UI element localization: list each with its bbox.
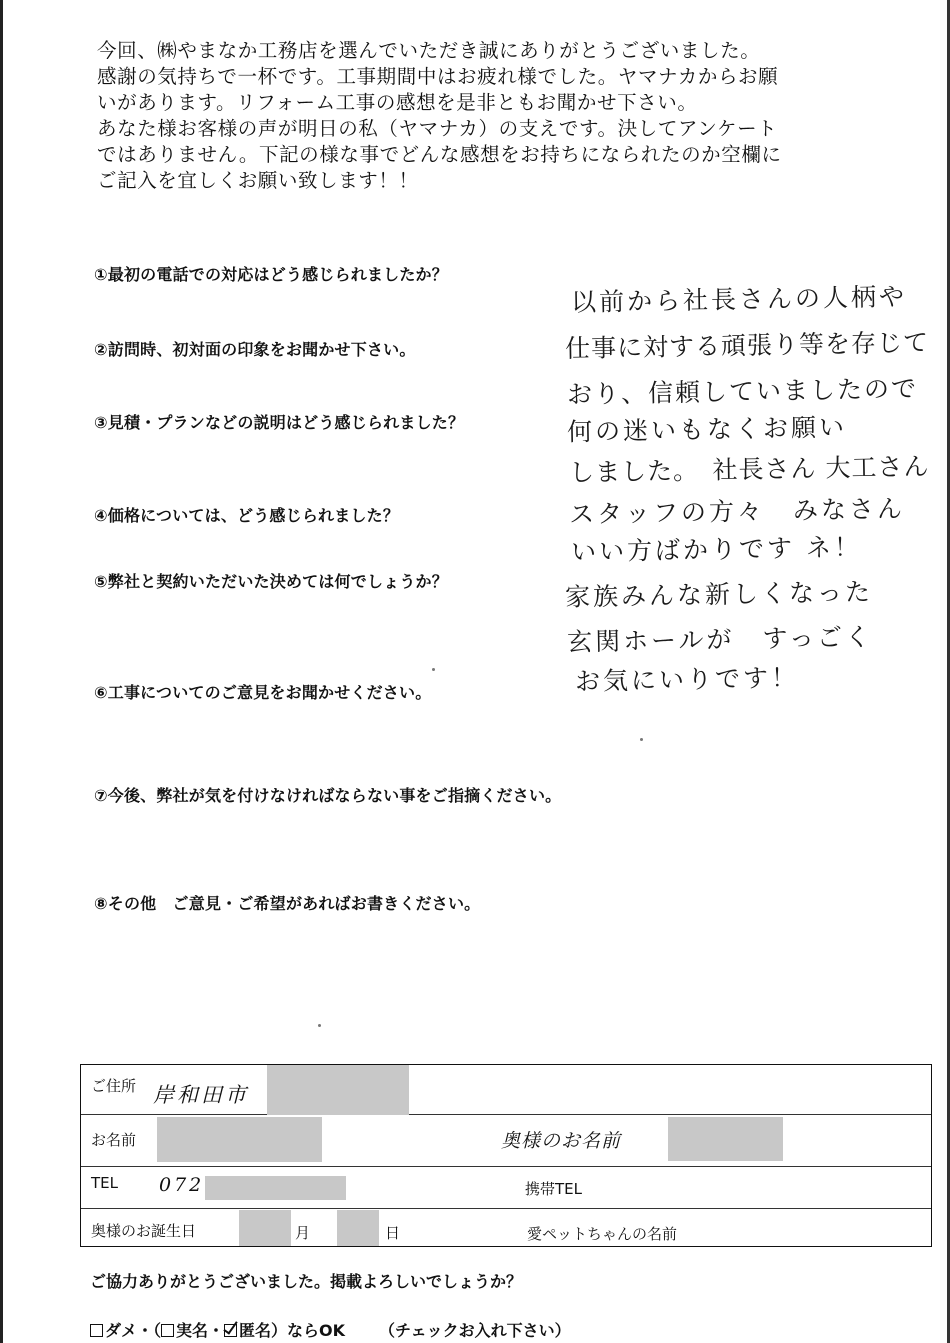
scan-speck: [432, 668, 435, 671]
checkbox-jitsumei[interactable]: [161, 1324, 174, 1337]
address-label: ご住所: [91, 1077, 137, 1095]
tel-row: [81, 1166, 931, 1209]
handwritten-line: おり、信頼していましたので: [566, 373, 919, 410]
scan-speck: [318, 1024, 321, 1027]
intro-line: いがあります。リフォーム工事の感想を是非ともお聞かせ下さい。: [97, 91, 698, 114]
address-value: 岸和田市: [153, 1083, 249, 1107]
handwritten-line: スタッフの方々 みなさん: [568, 494, 906, 529]
redaction-block: [337, 1210, 379, 1246]
option-tokumei-label: 匿名）ならOK: [239, 1321, 346, 1340]
option-jitsumei-label: 実名・: [176, 1321, 225, 1340]
question-8: ⑧その他 ご意見・ご希望があればお書きください。: [94, 894, 481, 913]
redaction-block: [668, 1117, 783, 1161]
handwritten-line: 以前から社長さんの人柄や: [570, 282, 908, 317]
intro-line: ご記入を宜しくお願い致します！！: [97, 169, 419, 192]
question-2: ②訪問時、初対面の印象をお聞かせ下さい。: [94, 340, 416, 359]
question-3: ③見積・プランなどの説明はどう感じられました？: [94, 413, 465, 432]
redaction-block: [239, 1210, 291, 1246]
handwritten-line: お気にいりです！: [574, 663, 800, 696]
pet-label: 愛ペットちゃんの名前: [527, 1225, 678, 1243]
intro-line: 今回、㈱やまなか工務店を選んでいただき誠にありがとうございました。: [97, 39, 761, 62]
question-7: ⑦今後、弊社が気を付けなければならない事をご指摘ください。: [94, 786, 562, 805]
birthday-row: [81, 1208, 931, 1246]
intro-line: 感謝の気持ちで一杯です。工事期間中はお疲れ様でした。ヤマナカからお願: [97, 65, 779, 88]
question-5: ⑤弊社と契約いただいた決めては何でしょうか？: [94, 572, 448, 591]
mobile-label: 携帯TEL: [525, 1180, 582, 1198]
handwritten-line: しました。 社長さん 大工さん: [568, 451, 930, 488]
redaction-block: [267, 1065, 409, 1115]
handwritten-line: 何の迷いもなくお願い: [566, 412, 848, 447]
tel-value: 072: [159, 1174, 205, 1196]
day-label: 日: [385, 1224, 401, 1242]
name-row: [81, 1114, 931, 1167]
question-4: ④価格については、どう感じられました？: [94, 506, 400, 525]
scan-speck: [640, 738, 643, 741]
thanks-text: ご協力ありがとうございました。掲載よろしいでしょうか？: [90, 1272, 523, 1291]
handwritten-line: 家族みんな新しくなった: [564, 577, 874, 612]
handwritten-line: 玄関ホールが すっごく: [566, 622, 874, 657]
wife-name-label: 奥様のお名前: [501, 1130, 622, 1152]
intro-line: あなた様お客様の声が明日の私（ヤマナカ）の支えです。決してアンケート: [97, 117, 778, 140]
checkbox-dame[interactable]: [90, 1324, 103, 1337]
intro-text: [97, 38, 897, 194]
name-label: お名前: [91, 1131, 137, 1149]
check-note: （チェックお入れ下さい）: [379, 1321, 571, 1340]
month-label: 月: [295, 1224, 311, 1242]
scan-edge-left: [0, 0, 3, 1343]
handwritten-line: いい方ばかりです ネ！: [570, 532, 863, 567]
option-dame-label: ダメ・（: [105, 1321, 162, 1340]
question-6: ⑥工事についてのご意見をお聞かせください。: [94, 683, 432, 702]
intro-line: ではありません。下記の様な事でどんな感想をお持ちになられたのか空欄に: [97, 143, 782, 166]
contact-form: [80, 1064, 932, 1247]
redaction-block: [157, 1117, 322, 1162]
question-1: ①最初の電話での対応はどう感じられましたか？: [94, 265, 448, 284]
publish-consent-line: [90, 1318, 571, 1341]
tel-label: TEL: [91, 1174, 118, 1192]
handwritten-line: 仕事に対する頑張り等を存じて: [564, 327, 930, 364]
redaction-block: [205, 1176, 346, 1200]
checkbox-tokumei[interactable]: [224, 1324, 237, 1337]
address-row: [81, 1065, 931, 1115]
birthday-label: 奥様のお誕生日: [91, 1222, 197, 1240]
